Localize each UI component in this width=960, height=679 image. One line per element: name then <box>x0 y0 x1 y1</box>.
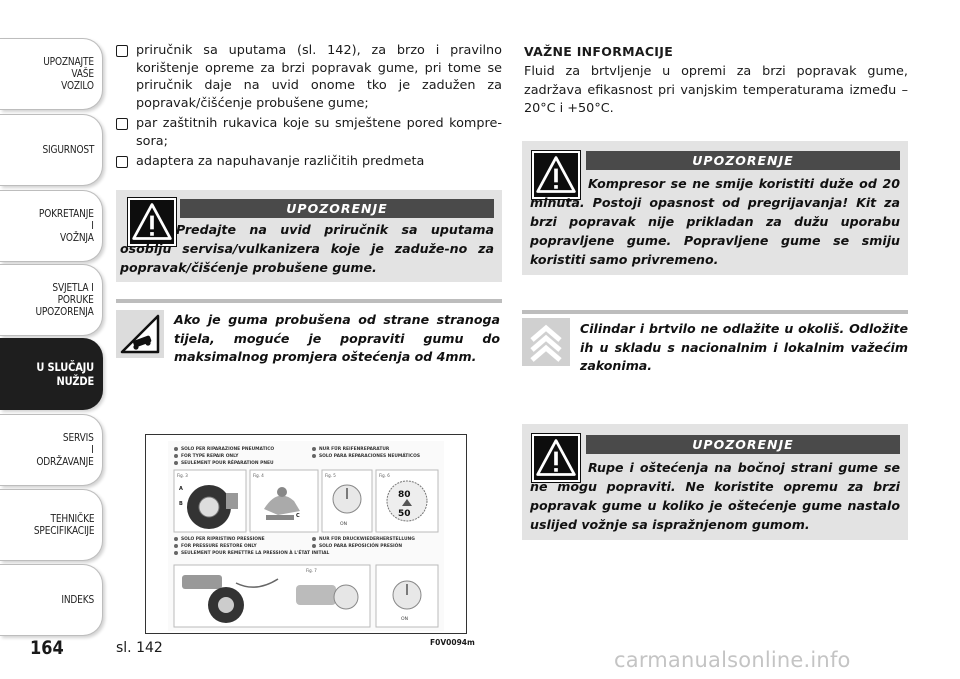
tab-label: SVJETLA I PORUKE UPOZORENJA <box>35 282 94 318</box>
tab-label: U SLUČAJU NUŽDE <box>36 360 94 388</box>
warning-box <box>116 190 502 282</box>
tab-indeks[interactable] <box>0 564 103 636</box>
environment-note-text: Cilindar i brtvilo ne odlažite u okoliš. Odložite ih u skladu s nacionalnim i lokalnim važećim zakonima. <box>580 321 908 373</box>
warning-title: UPOZORENJE <box>180 199 494 218</box>
figure-label: NUR FÜR REIFENREPARATUR <box>319 447 390 452</box>
warning-text: Rupe i oštećenja na bočnoj strani gume se ne mogu popraviti. Ne koristite opremu za brzi popravak gume u koliko je oštećenje gume nastalo uslijed vožnje sa ispražnjenom gumom. <box>530 460 900 532</box>
tab-svjetla-i-poruke[interactable] <box>0 264 103 336</box>
car-on-slope-icon <box>116 310 164 358</box>
dial-label: ON <box>401 617 409 622</box>
divider <box>522 310 908 314</box>
warning-box <box>522 424 908 540</box>
figure-label: FOR PRESSURE RESTORE ONLY <box>181 544 257 549</box>
list-item-text: adaptera za napuhavanje različitih predmeta <box>136 154 425 169</box>
figure-number: Fig. 6 <box>379 473 390 478</box>
tab-label: POKRETANJE I VOŽNJA <box>39 208 94 244</box>
list-item <box>116 153 502 171</box>
list-item-text: priručnik sa uputama (sl. 142), za brzo i pravilno korištenje opreme za brzi popravak gume, pri tome se priručnik daje na uvid onome tko je zadužen za popravak/čišćenje probušene gume; <box>136 43 502 111</box>
tab-tehnicke-specifikacije[interactable] <box>0 489 103 561</box>
figure-label: FOR TYPE REPAIR ONLY <box>181 454 239 459</box>
watermark: carmanualsonline.info <box>614 648 851 672</box>
speed-mark: 50 <box>398 509 411 519</box>
tab-label: SIGURNOST <box>42 144 94 156</box>
warning-text: Predajte na uvid priručnik sa uputama osoblju servisa/vulkanizera koje je zaduže-no za popravak/čišćenje probušene gume. <box>120 222 494 275</box>
list-item <box>116 42 502 112</box>
figure-label: NUR FÜR DRUCKWIEDERHERSTELLUNG <box>319 537 415 542</box>
tab-label: INDEKS <box>61 594 94 606</box>
tab-pokretanje-i-voznja[interactable] <box>0 190 103 262</box>
warning-text: Kompresor se ne smije koristiti duže od 20 minuta. Postoji opasnost od pregrijavanja! Kit za brzi popravak nije prikladan za dužu uporabu popravljene gume. Popravljene gume se smiju koristiti samo privremeno. <box>530 176 900 267</box>
tab-servis-i-odrzavanje[interactable] <box>0 414 103 486</box>
figure-code: F0V0094m <box>430 638 475 647</box>
figure-part-letter: C <box>296 513 300 519</box>
tab-label: UPOZNAJTE VAŠE VOZILO <box>43 56 94 92</box>
page-number: 164 <box>30 637 64 659</box>
warning-title: UPOZORENJE <box>586 435 900 454</box>
tab-u-slucaju-nuzde[interactable] <box>0 338 103 410</box>
figure-number: Fig. 4 <box>253 473 264 478</box>
checkbox-square-icon <box>116 45 128 57</box>
bullet-list <box>116 42 502 174</box>
figure-label: SEULEMENT POUR RÉPARATION PNEU <box>181 461 274 466</box>
divider <box>116 299 502 303</box>
warning-box <box>522 141 908 275</box>
checkbox-square-icon <box>116 118 128 130</box>
tab-sigurnost[interactable] <box>0 114 103 186</box>
figure-label: SOLO PARA REPOSICIÓN PRESIÓN <box>319 544 403 549</box>
figure-number: Fig. 7 <box>306 568 317 573</box>
note-box <box>116 305 502 386</box>
figure-number: Fig. 3 <box>177 473 188 478</box>
figure-label: SOLO PARA REPARACIONES NEUMÁTICOS <box>319 454 421 459</box>
figure-sl-142 <box>145 434 467 634</box>
speed-mark: 80 <box>398 490 411 500</box>
figure-label: SOLO PER RIPARAZIONE PNEUMATICO <box>181 447 275 452</box>
dial-label: ON <box>340 522 348 527</box>
figure-part-letter: B <box>179 501 183 507</box>
tab-upoznajte-vase-vozilo[interactable] <box>0 38 103 110</box>
list-item <box>116 115 502 150</box>
figure-label: SOLO PER RIPRISTINO PRESSIONE <box>181 537 265 542</box>
checkbox-square-icon <box>116 156 128 168</box>
figure-part-letter: A <box>179 486 183 492</box>
list-item-text: par zaštitnih rukavica koje su smještene pored kompre-sora; <box>136 116 502 149</box>
figure-caption: sl. 142 <box>116 640 163 656</box>
warning-title: UPOZORENJE <box>586 151 900 170</box>
tab-label: SERVIS I ODRŽAVANJE <box>36 432 94 468</box>
environment-chevrons-icon <box>522 318 570 366</box>
figure-label: SEULEMENT POUR REMETTRE LA PRESSION À L'ÉTAT INITIAL <box>181 551 330 556</box>
figure-number: Fig. 5 <box>325 473 336 478</box>
tab-label: TEHNIČKE SPECIFIKACIJE <box>33 513 94 537</box>
info-paragraph: Fluid za brtvljenje u opremi za brzi popravak gume, zadržava efikasnost pri vanjskim temperaturama između –20°C i +50°C. <box>524 64 908 116</box>
note-text: Ako je guma probušena od strane stranoga tijela, moguće je popraviti gumu do maksimalnog promjera oštećenja od 4mm. <box>174 312 500 364</box>
section-heading: VAŽNE INFORMACIJE <box>524 44 674 59</box>
